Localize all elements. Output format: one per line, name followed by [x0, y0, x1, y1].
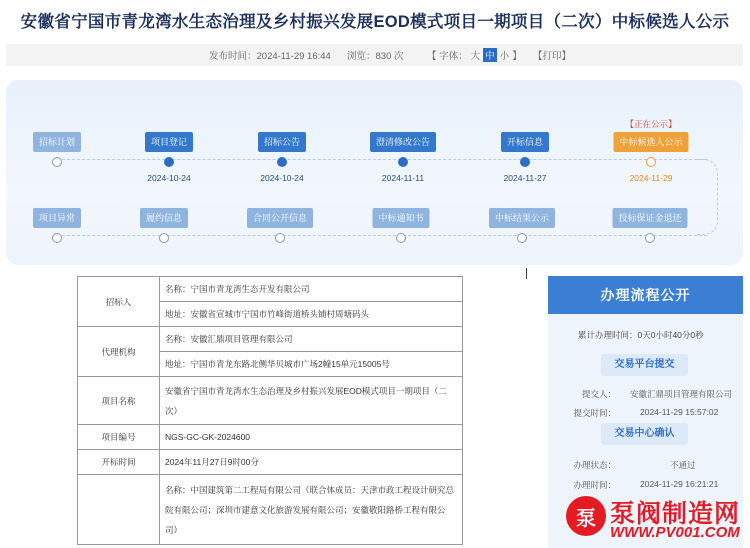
step-award-result[interactable] [489, 208, 555, 228]
row-key [78, 475, 160, 545]
step-dot [52, 233, 62, 243]
step-award-notice[interactable] [372, 208, 429, 228]
row-key: 项目名称 [78, 377, 160, 425]
step-label: 合同公开信息 [247, 208, 313, 228]
step-dot [275, 233, 285, 243]
row-value: 名称：宁国市青龙湾生态开发有限公司 [160, 277, 463, 302]
step-label: 招标公告 [258, 132, 306, 152]
step-bid-opening[interactable] [501, 132, 549, 152]
font-size-close: 】 [512, 51, 522, 62]
page-title: 安徽省宁国市青龙湾水生态治理及乡村振兴发展EOD模式项目一期项目（二次）中标候选人公示 [20, 13, 730, 31]
step-dot [277, 157, 287, 167]
row-key: 开标时间 [78, 450, 160, 475]
step-candidate-publicity[interactable] [613, 132, 688, 152]
table-row [78, 450, 463, 475]
step-label: 澄清修改公告 [370, 132, 436, 152]
view-count: 浏览：830 次 [347, 51, 404, 62]
process-flow [6, 80, 743, 265]
step-label: 中标通知书 [372, 208, 429, 228]
step-label: 履约信息 [140, 208, 188, 228]
table-row [78, 425, 463, 450]
step-clarification-notice[interactable] [370, 132, 436, 152]
step-dot [159, 233, 169, 243]
stage-center-confirm: 交易中心确认 [601, 423, 688, 445]
step-label: 项目异常 [33, 208, 81, 228]
row-value: NGS-GC-GK-2024600 [160, 425, 463, 450]
current-status-tag: 【正在公示】 [625, 119, 677, 129]
handle-time-value: 2024-11-29 16:21:21 [640, 479, 719, 489]
status-value: 不通过 [670, 460, 696, 470]
row-value: 地址：宁国市青龙东路北侧华贝城市广场2幢15单元15005号 [160, 352, 463, 377]
step-label: 中标候选人公示 [613, 132, 688, 152]
publish-time: 发布时间：2024-11-29 16:44 [209, 51, 331, 62]
step-contract-disclosure[interactable] [247, 208, 313, 228]
text-cursor [526, 268, 527, 279]
stage-platform-submit: 交易平台提交 [601, 354, 688, 376]
row-value: 2024年11月27日9时00分 [160, 450, 463, 475]
step-dot [646, 157, 656, 167]
bid-info-table [77, 276, 463, 545]
submit-time-value: 2024-11-29 15:57:02 [640, 407, 719, 417]
step-dot [520, 157, 530, 167]
step-dot [398, 157, 408, 167]
row-value: 地址：安徽省宣城市宁国市竹峰街道桥头铺村周塘码头 [160, 302, 463, 327]
step-label: 中标结果公示 [489, 208, 555, 228]
step-date: 2024-10-24 [260, 173, 304, 183]
font-medium-button[interactable]: 中 [483, 48, 497, 62]
table-row [78, 475, 463, 545]
print-button[interactable]: 【打印】 [533, 51, 572, 62]
step-tender-notice[interactable] [258, 132, 306, 152]
submitter-value: 安徽汇鼎项目管理有限公司 [630, 389, 733, 399]
step-dot [517, 233, 527, 243]
step-dot [396, 233, 406, 243]
row-value: 安徽省宁国市青龙湾水生态治理及乡村振兴发展EOD模式项目一期项目（二次） [160, 377, 463, 425]
step-dot [164, 157, 174, 167]
step-deposit-refund[interactable] [612, 208, 687, 228]
watermark-url: WWW.PV001.COM [610, 524, 740, 541]
watermark-text: 泵阀制造网 [610, 500, 741, 528]
process-panel: 办理流程公开 累计办理时间：0天0小时40分0秒 交易平台提交 提交人： 安徽汇鼎项目管理有限公司 提交时间： 2024-11-29 15:57:02 交易中心确认 办理状态： 不通过 办理时间： 2024-11-29 16:21:21 [548, 276, 743, 548]
meta-bar [6, 44, 743, 66]
step-performance-info[interactable] [140, 208, 188, 228]
table-row [78, 277, 463, 302]
step-bidding-plan[interactable] [33, 132, 81, 152]
step-project-registration[interactable] [145, 132, 193, 152]
font-size-label: 【 字体： [427, 51, 468, 62]
panel-title: 办理流程公开 [548, 276, 743, 314]
row-key: 招标人 [78, 277, 160, 327]
table-row [78, 327, 463, 352]
step-dot [52, 157, 62, 167]
step-dot [645, 233, 655, 243]
step-label: 开标信息 [501, 132, 549, 152]
watermark-logo [566, 494, 750, 548]
step-date: 2024-11-27 [503, 173, 547, 183]
row-value: 名称：安徽汇鼎项目管理有限公司 [160, 327, 463, 352]
step-label: 投标保证金退还 [612, 208, 687, 228]
total-time: 累计办理时间：0天0小时40分0秒 [578, 330, 704, 340]
font-large-button[interactable]: 大 [470, 51, 481, 62]
step-project-exception[interactable] [33, 208, 81, 228]
step-date: 2024-11-29 [629, 173, 673, 183]
step-label: 招标计划 [33, 132, 81, 152]
row-key: 代理机构 [78, 327, 160, 377]
step-date: 2024-10-24 [147, 173, 191, 183]
row-value: 名称：中国建筑第二工程局有限公司（联合体成员：天津市政工程设计研究总院有限公司；深圳市建意文化旅游发展有限公司；安徽敬阳路桥工程有限公司） [160, 475, 463, 545]
step-label: 项目登记 [145, 132, 193, 152]
row-key: 项目编号 [78, 425, 160, 450]
table-row [78, 377, 463, 425]
font-small-button[interactable]: 小 [499, 51, 510, 62]
watermark-circle-icon: 泵 [566, 496, 606, 536]
step-date: 2024-11-11 [381, 173, 425, 183]
font-size-switcher [427, 48, 522, 62]
